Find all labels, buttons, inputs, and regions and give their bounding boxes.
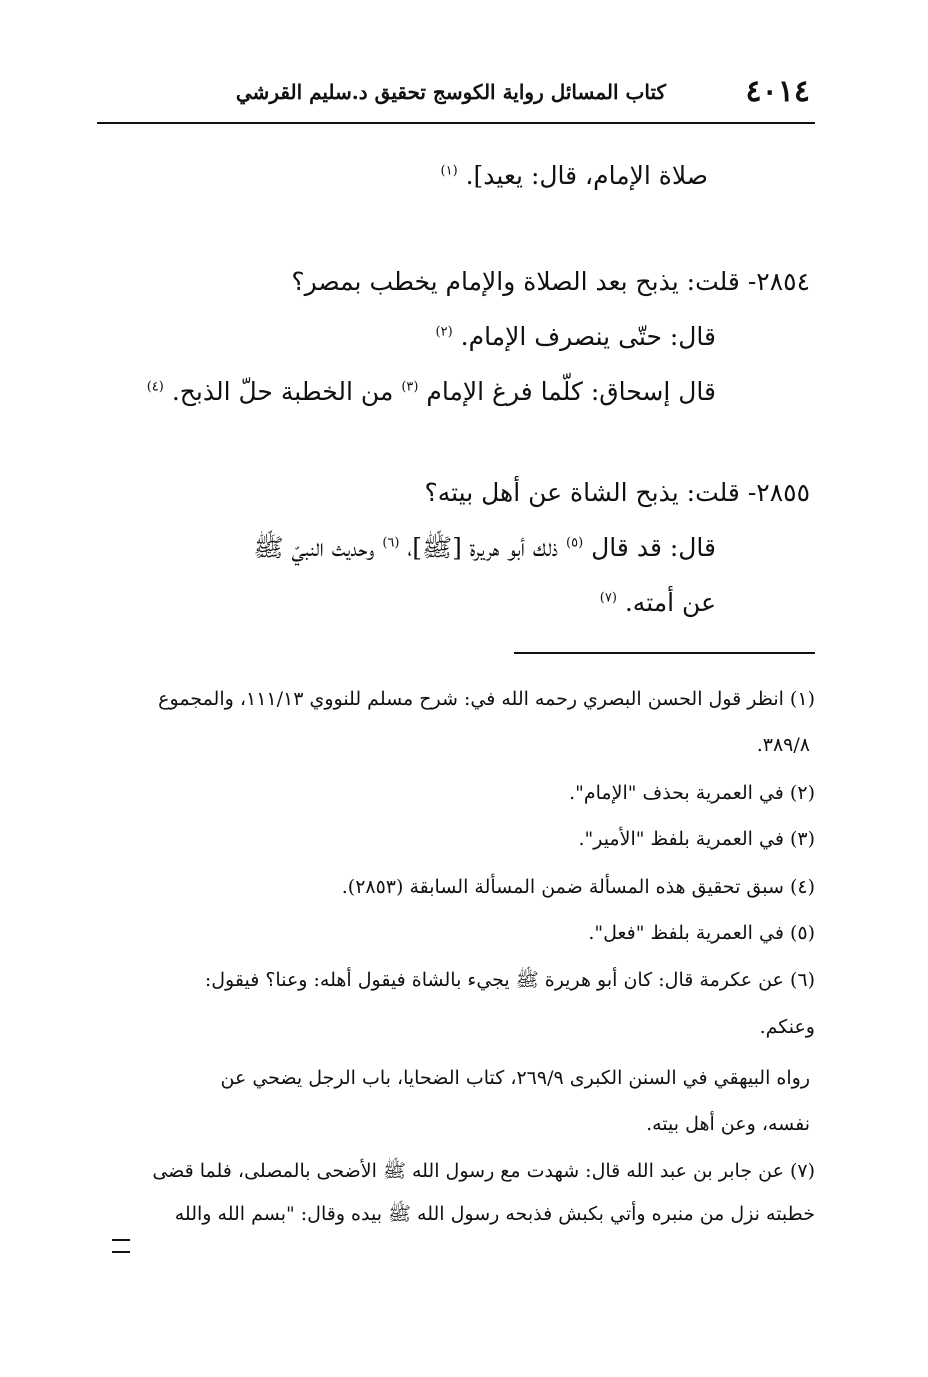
footnote-ref: (٦) [382, 535, 400, 551]
footnote-ref: (٤) [146, 379, 164, 395]
ishaq-statement [147, 376, 716, 408]
footnote-1-line-2: ٣٨٩/٨. [756, 734, 810, 756]
header-rule [97, 122, 815, 124]
footnote-ref: (٧) [599, 590, 617, 606]
question-2854 [291, 266, 810, 298]
answer-text: ذلك أبو هريرة [ﷺ]، [407, 533, 559, 562]
question-text: قلت: يذبح بعد الصلاة والإمام يخطب بمصر؟ [291, 267, 740, 296]
footnote-6-line-3: رواه البيهقي في السنن الكبرى ٢٦٩/٩، كتاب الضحايا، باب الرجل يضحي عن [220, 1067, 810, 1089]
question-number: ٢٨٥٥- [747, 478, 810, 507]
footnote-3: (٣) في العمرية بلفظ "الأمير". [578, 828, 815, 850]
answer-2854 [436, 321, 716, 353]
footnote-1-line-1: (١) انظر قول الحسن البصري رحمه الله في: شرح مسلم للنووي ١١١/١٣، والمجموع [158, 688, 815, 710]
answer-2855-cont [600, 587, 716, 619]
footnote-6-line-4: نفسه، وعن أهل بيته. [646, 1113, 810, 1135]
answer-text: قال: حتّى ينصرف الإمام. [460, 322, 716, 351]
footnote-ref: (٣) [401, 379, 419, 395]
footnote-7-line-2: خطبته نزل من منبره وأتي بكبش فذبحه رسول الله ﷺ بيده وقال: "بسم الله والله [174, 1203, 815, 1225]
footnote-2: (٢) في العمرية بحذف "الإمام". [569, 782, 815, 804]
running-title: كتاب المسائل رواية الكوسج تحقيق د.سليم القرشي [235, 80, 666, 104]
body-text: صلاة الإمام، قال: يعيد]. [465, 161, 708, 190]
footnote-ref: (٥) [566, 535, 584, 551]
footnote-6-line-2: وعنكم. [759, 1016, 815, 1038]
footnote-4: (٤) سبق تحقيق هذه المسألة ضمن المسألة السابقة (٢٨٥٣). [341, 876, 815, 898]
question-text: قلت: يذبح الشاة عن أهل بيته؟ [424, 478, 740, 507]
footnote-7-line-1: (٧) عن جابر بن عبد الله قال: شهدت مع رسول الله ﷺ الأضحى بالمصلى، فلما قضى [152, 1160, 815, 1182]
question-number: ٢٨٥٤- [747, 267, 810, 296]
answer-text: عن أمته. [624, 588, 716, 617]
body-line-continuation [441, 160, 708, 192]
answer-2855 [253, 532, 716, 564]
page-number: ٤٠١٤ [745, 74, 810, 109]
question-2855 [424, 477, 810, 509]
continuation-mark [112, 1239, 130, 1253]
answer-text: قال: قد قال [591, 533, 716, 562]
footnote-ref: (١) [440, 163, 458, 179]
footnote-5: (٥) في العمرية بلفظ "فعل". [588, 922, 815, 944]
footnote-6-line-1: (٦) عن عكرمة قال: كان أبو هريرة ﷺ يجيء بالشاة فيقول أهله: وعنا؟ فيقول: [204, 969, 815, 991]
ishaq-text: من الخطبة حلّ الذبح. [171, 377, 394, 406]
footnote-ref: (٢) [435, 324, 453, 340]
ishaq-text: قال إسحاق: كلّما فرغ الإمام [426, 377, 716, 406]
answer-text: وحديث النبيّ ﷺ [253, 533, 375, 562]
footnote-rule [514, 652, 815, 654]
